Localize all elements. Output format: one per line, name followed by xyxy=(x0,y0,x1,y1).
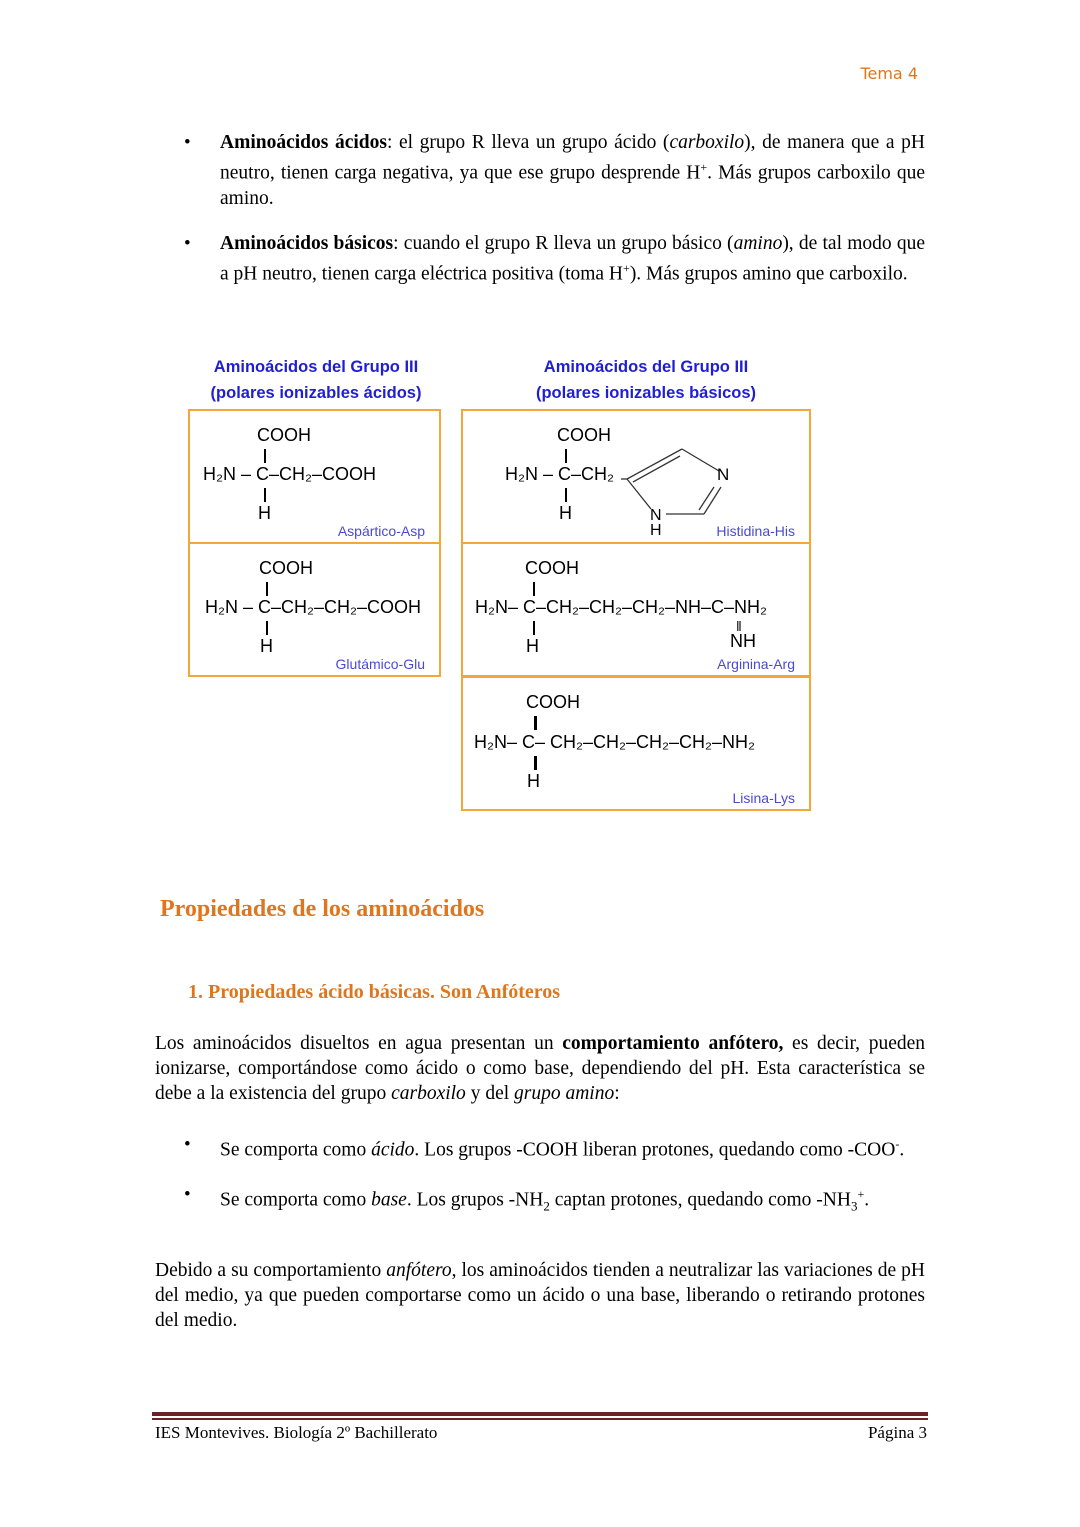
bullet-acidic xyxy=(220,130,925,211)
text: + xyxy=(857,1187,865,1201)
text: : el grupo R lleva un grupo ácido ( xyxy=(386,132,670,153)
subsection-title: 1. Propiedades ácido básicas. Son Anfóteros xyxy=(188,981,561,1003)
bond xyxy=(264,488,266,502)
paragraph-amphoteric xyxy=(155,1031,925,1106)
text: Los aminoácidos disueltos en agua presentan un xyxy=(155,1033,563,1054)
text: ). Más grupos amino que carboxilo. xyxy=(629,263,908,285)
h-atom: H xyxy=(258,503,271,523)
bond xyxy=(534,716,537,730)
title-line: (polares ionizables ácidos) xyxy=(210,384,422,402)
text: ), de manera que a pH neutro, tienen carga negativa, ya que ese grupo desprende H xyxy=(220,132,926,184)
ring-h-atom: H xyxy=(650,522,662,539)
formula-line: H₂N – C–CH₂–CH₂–COOH xyxy=(205,597,421,617)
figure-title-basic xyxy=(500,354,792,406)
structure-lysine xyxy=(461,676,811,811)
title-line: (polares ionizables básicos) xyxy=(535,384,757,402)
text: : cuando el grupo R lleva un grupo básico ( xyxy=(393,233,734,254)
section-title: Propiedades de los aminoácidos xyxy=(160,896,485,922)
text: 2 xyxy=(543,1198,550,1214)
nh-group: NH xyxy=(730,631,756,651)
bullet-icon: • xyxy=(184,1184,191,1205)
text: es decir, pueden ionizarse, comportándose como ácido o como base, dependiendo del pH. Esta característica se debe a la existencia del grupo xyxy=(155,1033,926,1104)
ring-n-atom: N xyxy=(717,465,730,484)
text: comportamiento anfótero, xyxy=(562,1033,784,1054)
bullet-icon: • xyxy=(184,233,191,254)
amino-acid-label: Lisina-Lys xyxy=(732,790,795,806)
header-topic: Tema 4 xyxy=(860,64,918,83)
bond xyxy=(533,621,535,635)
bullet-acid-behaviour xyxy=(220,1132,925,1163)
text: . xyxy=(864,1189,870,1211)
footer-rule xyxy=(152,1412,928,1416)
formula-line: H₂N – C–CH₂ xyxy=(505,464,614,484)
text: grupo amino xyxy=(514,1083,615,1104)
paragraph-buffer xyxy=(155,1258,925,1333)
formula-line: H₂N– C– CH₂–CH₂–CH₂–CH₂–NH₂ xyxy=(474,732,755,752)
page-number: Página 3 xyxy=(867,1423,927,1442)
bullet-icon: • xyxy=(184,132,191,153)
text: . Los grupos -COOH liberan protones, quedando como -COO xyxy=(414,1139,896,1161)
text: anfótero xyxy=(386,1260,452,1281)
cooh-group: COOH xyxy=(259,558,313,578)
text: 3 xyxy=(850,1198,858,1214)
text: Se comporta como xyxy=(220,1139,372,1161)
text: . xyxy=(899,1139,905,1161)
text: ), de tal modo que a pH neutro, tienen carga eléctrica positiva (toma H xyxy=(220,233,925,285)
footer-rule xyxy=(152,1418,928,1420)
cooh-group: COOH xyxy=(557,425,611,445)
text: Se comporta como xyxy=(220,1189,372,1211)
text: amino xyxy=(733,233,783,254)
text: , los aminoácidos tienden a neutralizar las variaciones de pH del medio, ya que pueden comportarse como un ácido o una base, liberando o retirando protones del medio. xyxy=(155,1260,925,1331)
text: y del xyxy=(465,1083,515,1104)
title-line: Aminoácidos del Grupo III xyxy=(213,358,419,376)
term: Aminoácidos ácidos xyxy=(220,132,387,153)
text: ácido xyxy=(371,1139,415,1161)
structure-glutamic xyxy=(188,542,441,677)
cooh-group: COOH xyxy=(525,558,579,578)
bond xyxy=(264,449,266,463)
text: Debido a su comportamiento xyxy=(155,1260,387,1281)
bond xyxy=(533,582,535,596)
amino-acid-label: Glutámico-Glu xyxy=(335,656,425,672)
double-bond: ‖ xyxy=(736,618,742,634)
structure-aspartic xyxy=(188,409,441,544)
bullet-icon: • xyxy=(184,1134,191,1155)
bond xyxy=(534,756,537,770)
structure-arginine xyxy=(461,542,811,677)
bond xyxy=(266,621,268,635)
text: : xyxy=(614,1083,620,1104)
cooh-group: COOH xyxy=(526,692,580,712)
title-line: Aminoácidos del Grupo III xyxy=(543,358,749,376)
text: carboxilo xyxy=(391,1083,466,1104)
bullet-base-behaviour xyxy=(220,1182,925,1218)
text: . Más grupos carboxilo que amino. xyxy=(220,162,925,209)
figure-title-acidic xyxy=(188,354,444,406)
term: Aminoácidos básicos xyxy=(220,233,394,254)
footer-school: IES Montevives. Biología 2º Bachillerato xyxy=(155,1423,438,1442)
text: base xyxy=(371,1189,407,1211)
formula-line: H₂N – C–CH₂–COOH xyxy=(203,464,377,484)
amino-acid-label: Arginina-Arg xyxy=(717,656,795,672)
text: captan protones, quedando como -NH xyxy=(549,1189,851,1211)
text: + xyxy=(700,160,708,174)
structure-histidine xyxy=(461,409,811,544)
text: carboxilo xyxy=(669,132,745,153)
text: - xyxy=(895,1137,900,1151)
text: + xyxy=(623,261,630,275)
text: . Los grupos -NH xyxy=(406,1189,544,1211)
h-atom: H xyxy=(260,636,273,656)
ring-nh-atom: N xyxy=(650,507,662,524)
amino-acid-label: Aspártico-Asp xyxy=(337,523,425,539)
bond xyxy=(266,582,268,596)
bullet-basic xyxy=(220,231,925,287)
h-atom: H xyxy=(527,771,540,791)
h-atom: H xyxy=(559,503,572,523)
formula-line: H₂N– C–CH₂–CH₂–CH₂–NH–C–NH₂ xyxy=(475,597,767,617)
h-atom: H xyxy=(526,636,539,656)
amino-acid-label: Histidina-His xyxy=(716,523,795,539)
cooh-group: COOH xyxy=(257,425,311,445)
